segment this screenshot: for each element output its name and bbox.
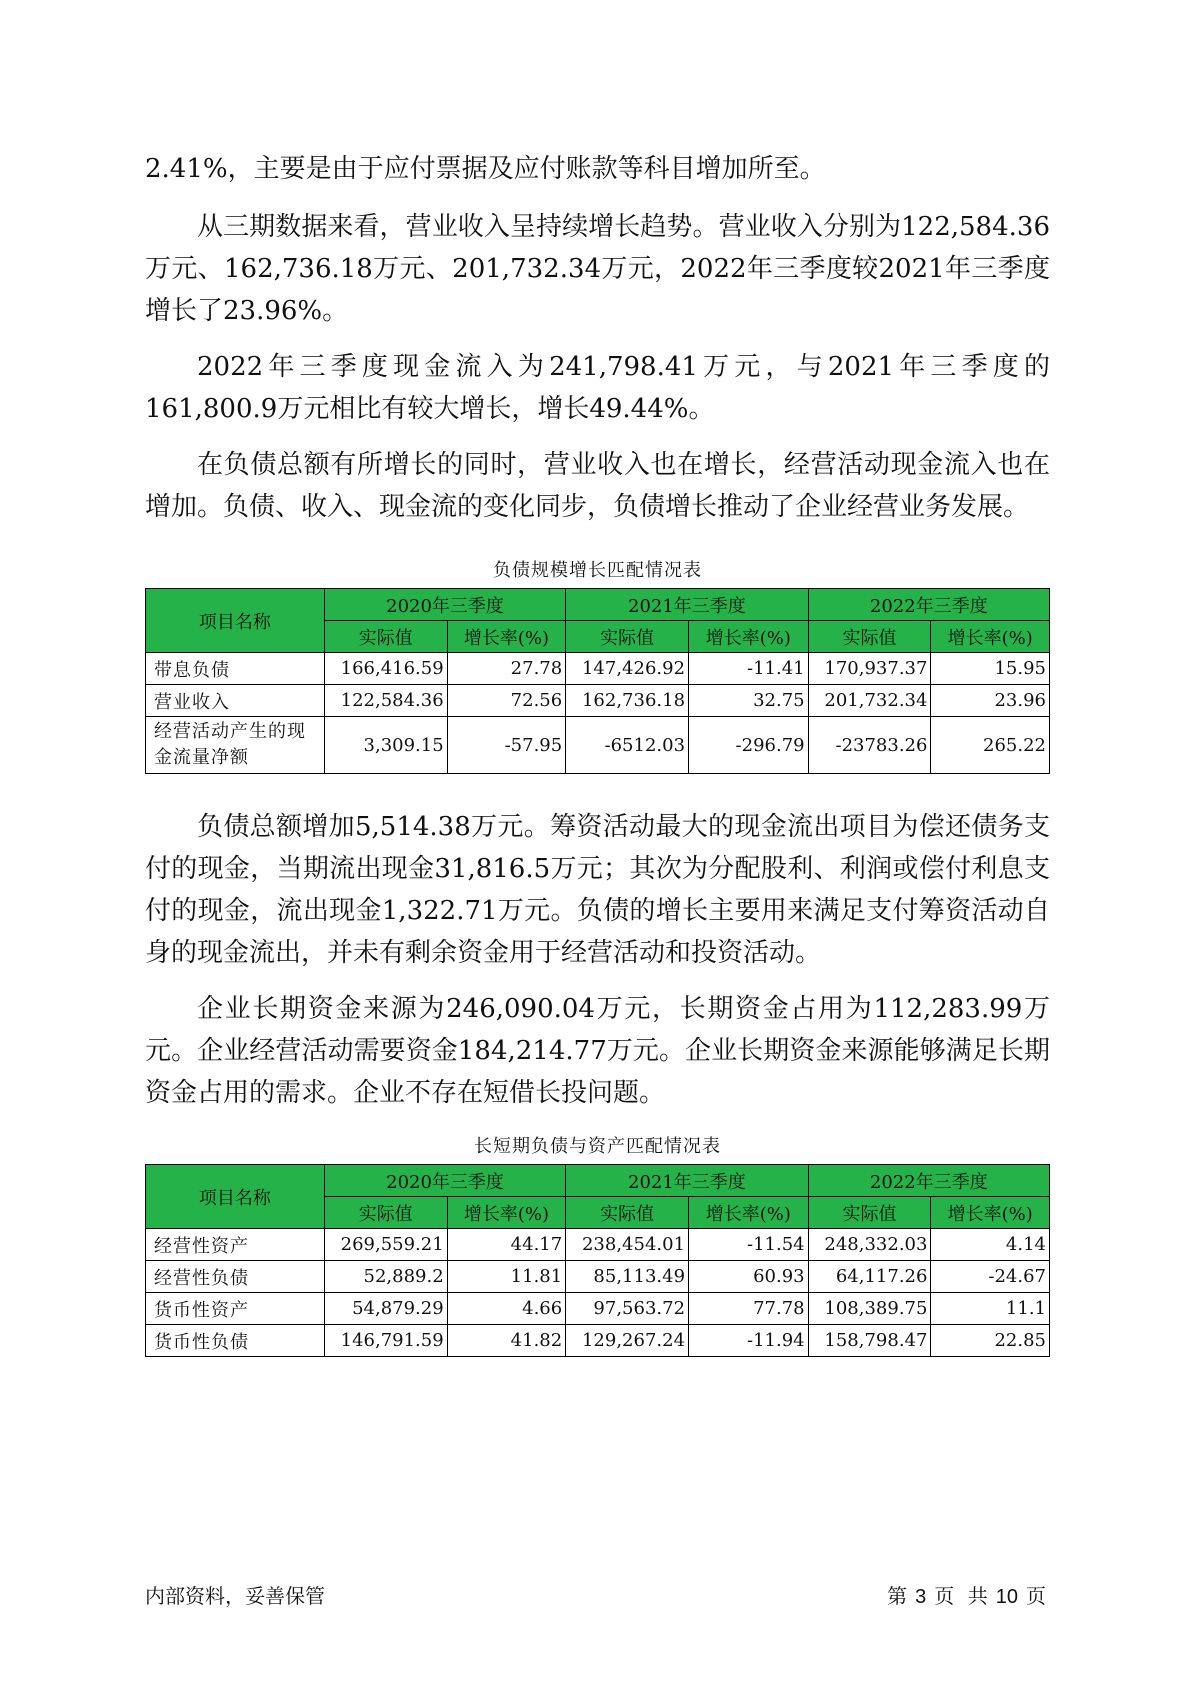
- table-row: [146, 1325, 1050, 1357]
- table-cell: 122,584.36: [324, 685, 447, 717]
- table-cell: 147,426.92: [566, 653, 689, 685]
- table2-period-header: 2020年三季度: [324, 1165, 565, 1197]
- table-cell: 41.82: [447, 1325, 566, 1357]
- table-cell: 32.75: [689, 685, 809, 717]
- table2-item-header: 项目名称: [146, 1165, 325, 1229]
- table-cell: 27.78: [447, 653, 566, 685]
- table-cell: 72.56: [447, 685, 566, 717]
- table-cell: 158,798.47: [808, 1325, 931, 1357]
- paragraph-cash-inflow: 2022年三季度现金流入为241,798.41万元，与2021年三季度的161,800.9万元相比有较大增长，增长49.44%。: [145, 352, 1050, 424]
- table1-caption: 负债规模增长匹配情况表: [493, 560, 702, 581]
- table-cell: 146,791.59: [324, 1325, 447, 1357]
- table-cell: 201,732.34: [808, 685, 931, 717]
- row-label: 经营性资产: [146, 1229, 325, 1261]
- table2-header-row-periods: [146, 1165, 1050, 1197]
- footer-page-indicator: [880, 1580, 1050, 1609]
- table-cell: 248,332.03: [808, 1229, 931, 1261]
- table-cell: 162,736.18: [566, 685, 689, 717]
- table-cell: 22.85: [931, 1325, 1050, 1357]
- table2-subheader-growth: 增长率(%): [447, 1197, 566, 1229]
- table-row: [146, 685, 1050, 717]
- table2-caption: 长短期负债与资产匹配情况表: [474, 1136, 721, 1157]
- table-cell: 11.1: [931, 1293, 1050, 1325]
- page-unit: 页: [934, 1586, 955, 1608]
- table-cell: -11.41: [689, 653, 809, 685]
- table2-period-header: 2022年三季度: [808, 1165, 1049, 1197]
- table-cell: -296.79: [689, 717, 809, 774]
- table1-subheader-actual: 实际值: [324, 621, 447, 653]
- paragraph-financing-outflow: 负债总额增加5,514.38万元。筹资活动最大的现金流出项目为偿还债务支付的现金，当期流出现金31,816.5万元；其次为分配股利、利润或偿付利息支付的现金，流出现金1,322.71万元。负债的增长主要用来满足支付筹资活动自身的现金流出，并未有剩余资金用于经营活动和投资活动。: [145, 812, 1050, 968]
- row-label: 货币性负债: [146, 1325, 325, 1357]
- table-row: [146, 1261, 1050, 1293]
- total-unit: 页: [1026, 1586, 1046, 1608]
- table-cell: 3,309.15: [324, 717, 447, 774]
- table-row: [146, 1293, 1050, 1325]
- table-debt-growth-match: [145, 588, 1050, 774]
- table2-subheader-actual: 实际值: [808, 1197, 931, 1229]
- table-cell: -23783.26: [808, 717, 931, 774]
- table-row: [146, 717, 1050, 774]
- table-cell: -11.54: [689, 1229, 809, 1261]
- table-cell: -11.94: [689, 1325, 809, 1357]
- table-cell: 44.17: [447, 1229, 566, 1261]
- table-cell: -57.95: [447, 717, 566, 774]
- table-cell: 60.93: [689, 1261, 809, 1293]
- table1-subheader-growth: 增长率(%): [931, 621, 1050, 653]
- table-cell: 4.66: [447, 1293, 566, 1325]
- table1-item-header: 项目名称: [146, 589, 325, 653]
- table-cell: 238,454.01: [566, 1229, 689, 1261]
- table-cell: 23.96: [931, 685, 1050, 717]
- table2-subheader-growth: 增长率(%): [689, 1197, 809, 1229]
- table-row: [146, 653, 1050, 685]
- table-cell: 108,389.75: [808, 1293, 931, 1325]
- row-label: 营业收入: [146, 685, 325, 717]
- paragraph-long-term-funds: 企业长期资金来源为246,090.04万元，长期资金占用为112,283.99万元。企业经营活动需要资金184,214.77万元。企业长期资金来源能够满足长期资金占用的需求。企业不存在短借长投问题。: [145, 994, 1050, 1108]
- table1-subheader-actual: 实际值: [566, 621, 689, 653]
- table1-header-row-periods: [146, 589, 1050, 621]
- row-label: 货币性资产: [146, 1293, 325, 1325]
- page-number: 3: [915, 1586, 927, 1608]
- table-cell: 129,267.24: [566, 1325, 689, 1357]
- total-prefix: 共: [967, 1586, 988, 1608]
- table-cell: 265.22: [931, 717, 1050, 774]
- table1-period-header: 2020年三季度: [324, 589, 565, 621]
- row-label: 经营活动产生的现金流量净额: [146, 717, 325, 774]
- table-cell: 269,559.21: [324, 1229, 447, 1261]
- footer-confidential-note: 内部资料，妥善保管: [145, 1586, 325, 1608]
- table-cell: 64,117.26: [808, 1261, 931, 1293]
- table-cell: -24.67: [931, 1261, 1050, 1293]
- table1-period-header: 2021年三季度: [566, 589, 808, 621]
- table2-subheader-growth: 增长率(%): [931, 1197, 1050, 1229]
- table2-period-header: 2021年三季度: [566, 1165, 808, 1197]
- row-label: 经营性负债: [146, 1261, 325, 1293]
- table1-period-header: 2022年三季度: [808, 589, 1049, 621]
- table-debt-asset-match: [145, 1164, 1050, 1357]
- paragraph-revenue-trend: 从三期数据来看，营业收入呈持续增长趋势。营业收入分别为122,584.36万元、162,736.18万元、201,732.34万元，2022年三季度较2021年三季度增长了23.96%。: [145, 212, 1050, 326]
- table-cell: 52,889.2: [324, 1261, 447, 1293]
- table-cell: 77.78: [689, 1293, 809, 1325]
- row-label: 带息负债: [146, 653, 325, 685]
- paragraph-continuation: 2.41%，主要是由于应付票据及应付账款等科目增加所至。: [145, 154, 826, 184]
- table1-subheader-growth: 增长率(%): [689, 621, 809, 653]
- table-cell: 54,879.29: [324, 1293, 447, 1325]
- table-cell: 85,113.49: [566, 1261, 689, 1293]
- table2-subheader-actual: 实际值: [324, 1197, 447, 1229]
- table-cell: 97,563.72: [566, 1293, 689, 1325]
- paragraph-debt-growth-sync: 在负债总额有所增长的同时，营业收入也在增长，经营活动现金流入也在增加。负债、收入、现金流的变化同步，负债增长推动了企业经营业务发展。: [145, 450, 1050, 522]
- total-pages: 10: [995, 1586, 1018, 1608]
- table-cell: 11.81: [447, 1261, 566, 1293]
- table-cell: 166,416.59: [324, 653, 447, 685]
- table-cell: 15.95: [931, 653, 1050, 685]
- page-prefix: 第: [887, 1586, 908, 1608]
- table-row: [146, 1229, 1050, 1261]
- table-cell: 170,937.37: [808, 653, 931, 685]
- table-cell: 4.14: [931, 1229, 1050, 1261]
- document-body: [145, 148, 1050, 1357]
- table1-subheader-actual: 实际值: [808, 621, 931, 653]
- table1-subheader-growth: 增长率(%): [447, 621, 566, 653]
- table2-subheader-actual: 实际值: [566, 1197, 689, 1229]
- table-cell: -6512.03: [566, 717, 689, 774]
